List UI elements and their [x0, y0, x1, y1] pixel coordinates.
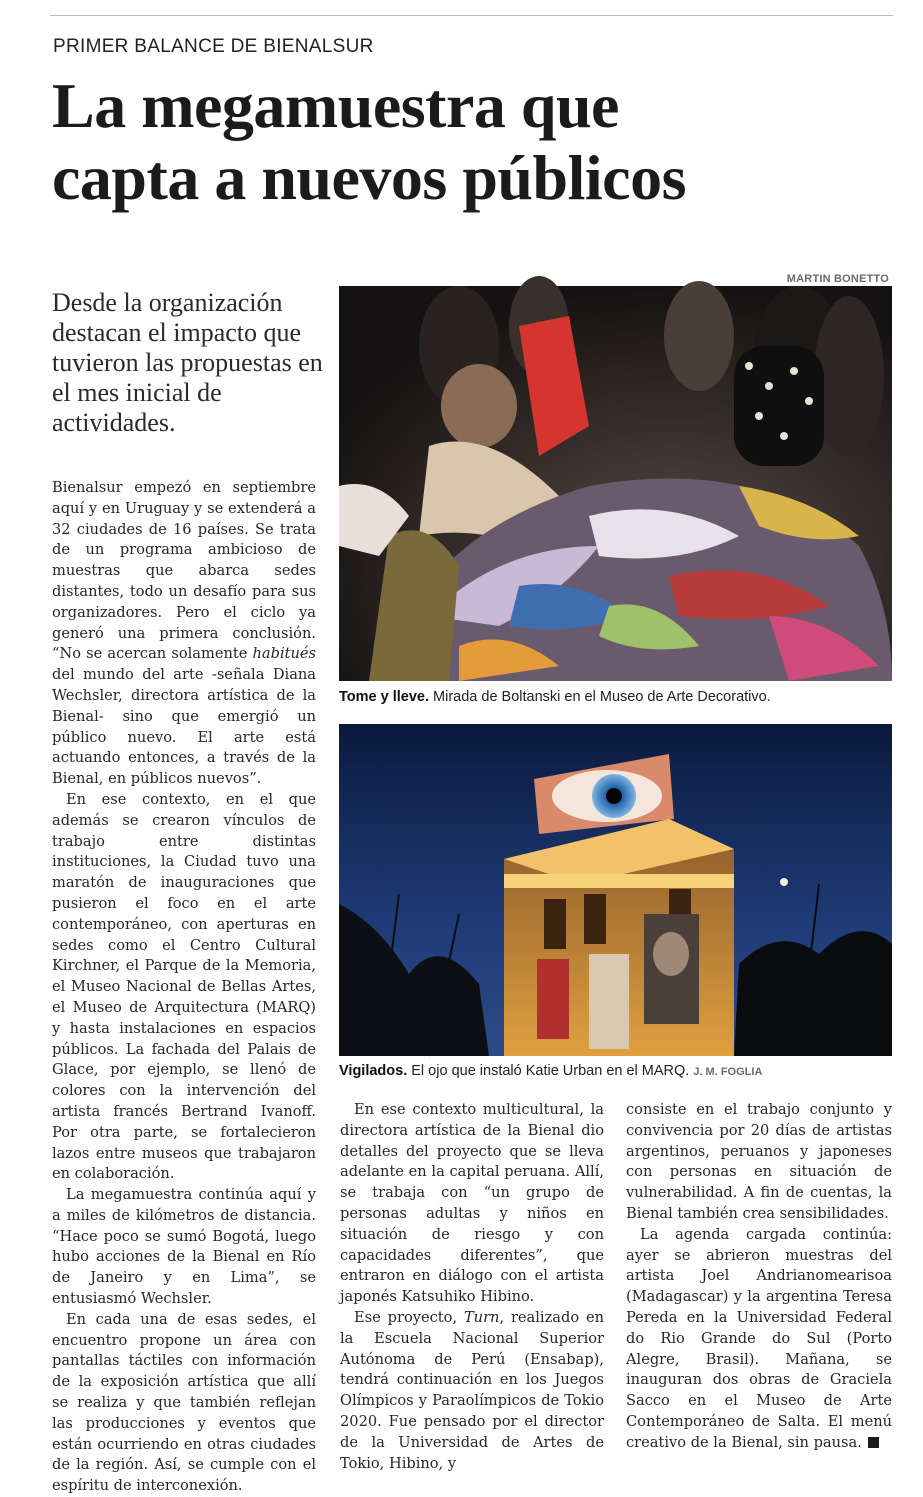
headline-line-2: capta a nuevos públicos — [52, 142, 686, 213]
paragraph: En ese contexto, en el que además se crearon vínculos de trabajo entre distintas instituciones, la Ciudad tuvo una maratón de inauguraciones que pusieron el foco en el arte contemporáneo, con aperturas en sedes como el Centro Cultural Kirchner, el Parque de la Memoria, el Museo Nacional de Bellas Artes, el Museo de Arquitectura (MARQ) y hasta instalaciones en espacios públicos. La fachada del Palais de Glace, por ejemplo, se llenó de colores con la intervención del artista francés Bertrand Ivanoff. Por otra parte, se fortalecieron lazos entre museos que trabajaron en colaboración. — [52, 790, 316, 1183]
photo-marq-building — [339, 724, 892, 1056]
photo-marq-image — [339, 724, 892, 1056]
kicker: PRIMER BALANCE DE BIENALSUR — [53, 36, 374, 57]
body-column-3 — [626, 1100, 892, 1454]
photo2-caption — [339, 1062, 899, 1081]
paragraph: consiste en el trabajo conjunto y convivencia por 20 días de artistas argentinos, peruanos y japoneses con personas en situación de vulnerabilidad. A fin de cuentas, la Bienal también crea sensibilidades. — [626, 1101, 892, 1222]
paragraph: En cada una de esas sedes, el encuentro propone un área con pantallas táctiles con información de la exposición artística que allí se realiza y que también reflejan las producciones y eventos que están ocurriendo en otras ciudades de la región. Así, se cumple con el espíritu de interconexión. — [52, 1310, 316, 1495]
body-column-2 — [340, 1100, 604, 1474]
caption-text: Mirada de Boltanski en el Museo de Arte Decorativo. — [429, 689, 771, 705]
emphasis: Turn — [463, 1308, 500, 1326]
photo1-caption — [339, 688, 899, 706]
caption-lead: Vigilados. — [339, 1063, 408, 1079]
photo-credit-top: MARTIN BONETTO — [786, 273, 889, 285]
paragraph: En ese contexto multicultural, la directora artística de la Bienal dio detalles del proyecto que se lleva adelante en la capital peruana. Allí, se trabaja con “un grupo de personas adultas y niños en situación de riesgo y con capacidades diferentes”, que entraron en diálogo con el artista japonés Katsuhiko Hibino. — [340, 1101, 604, 1306]
photo-credit: J. M. FOGLIA — [693, 1066, 763, 1078]
paragraph: Ese proyecto, Turn, realizado en la Escuela Nacional Superior Autónoma de Perú (Ensabap), tendrá continuación en los Juegos Olímpicos y Paraolímpicos de Tokio 2020. Fue pensado por el director de la Universidad de Artes de Tokio, Hibino, y — [340, 1308, 604, 1472]
emphasis: habitués — [252, 645, 316, 663]
photo-boltanski-image — [339, 286, 892, 681]
end-of-article-mark — [868, 1437, 879, 1448]
paragraph: La megamuestra continúa aquí y a miles de kilómetros de distancia. “Hace poco se sumó Bogotá, luego hubo acciones de la Bienal en Río de Janeiro y en Lima”, se entusiasmó Wechsler. — [52, 1186, 316, 1308]
top-rule — [50, 15, 893, 16]
headline — [52, 70, 882, 214]
caption-lead: Tome y lleve. — [339, 689, 429, 705]
body-column-1 — [52, 478, 316, 1497]
paragraph: La agenda cargada continúa: ayer se abrieron muestras del artista Joel Andrianomearisoa (Madagascar) y la argentina Teresa Pereda en la Universidad Federal do Rio Grande do Sul (Porto Alegre, Brasil). Mañana, se inauguran dos obras de Graciela Sacco en el Museo de Arte Contemporáneo de Salta. El menú creativo de la Bienal, sin pausa. — [626, 1225, 892, 1451]
dek-subheadline: Desde la organización destacan el impacto que tuvieron las propuestas en el mes inicial de actividades. — [52, 288, 323, 437]
photo-boltanski-installation — [339, 286, 892, 681]
paragraph: Bienalsur empezó en septiembre aquí y en Uruguay y se extenderá a 32 ciudades de 16 países. Se trata de un programa ambicioso de muestras que abarca sedes distantes, todo un desafío para sus organizadores. Pero el ciclo ya generó una primera conclusión. “No se acercan solamente habitués del mundo del arte -señala Diana Wechsler, directora artística de la Bienal- sino que emergió un público nuevo. El arte está actuando entonces, a través de la Bienal, en públicos nuevos”. — [52, 479, 316, 788]
headline-line-1: La megamuestra que — [52, 70, 619, 141]
caption-text: El ojo que instaló Katie Urban en el MARQ. — [407, 1063, 690, 1079]
